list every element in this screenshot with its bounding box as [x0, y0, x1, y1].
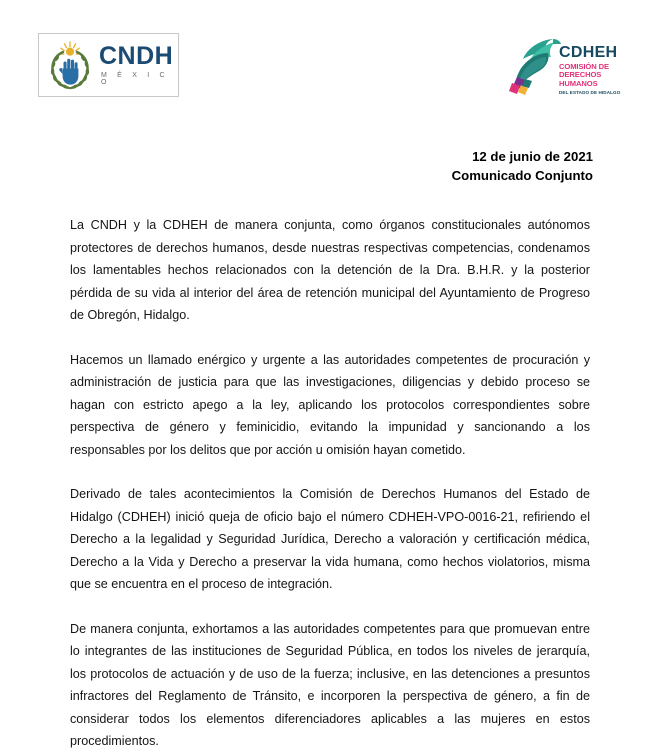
cdheh-title: CDHEH [559, 44, 618, 61]
body-paragraph: Derivado de tales acontecimientos la Comisión de Derechos Humanos del Estado de Hidalgo (CDHEH) inició queja de oficio bajo el número CDHEH-VPO-0016-21, refiriendo el Derecho a la legalidad y Seguridad Jurídica, Derecho a valoración y certificación médica, Derecho a la Vida y Derecho a preservar la vida humana, como hechos violatorios, misma que se encuentra en el proceso de integración. [70, 487, 590, 591]
body-paragraph: La CNDH y la CDHEH de manera conjunta, como órganos constitucionales autónomos protectores de derechos humanos, desde nuestras respectivas competencias, condenamos los lamentables hechos relacionados con la detención de la Dra. B.H.R. y la posterior pérdida de su vida al interior del área de retención municipal del Ayuntamiento de Progreso de Obregón, Hidalgo. [70, 218, 590, 322]
cdheh-logo [503, 33, 625, 95]
cndh-subtitle: M É X I C O [101, 72, 169, 86]
cdheh-desc-line-2: DERECHOS [559, 70, 602, 80]
document-kind: Comunicado Conjunto [451, 168, 593, 183]
cndh-logo [38, 33, 179, 97]
cdheh-desc-line-1: COMISIÓN DE [559, 62, 609, 71]
cndh-title: CNDH [99, 42, 174, 70]
document-body [70, 214, 590, 753]
cdheh-wordmark [559, 45, 625, 98]
cndh-emblem-icon [43, 38, 97, 92]
body-paragraph: De manera conjunta, exhortamos a las autoridades competentes para que promuevan entre lo integrantes de las instituciones de Seguridad Pública, en todos los niveles de jerarquía, los protocolos de actuación y de uso de la fuerza; inclusive, en las detenciones a presuntos infractores del Reglamento de Tránsito, e incorporen la perspectiva de género, a fin de considerar todos los elementos diferenciadores aplicables a las mujeres en estos procedimientos. [70, 621, 590, 748]
date-block [452, 147, 593, 185]
cndh-wordmark [99, 44, 178, 86]
cdheh-description [559, 63, 625, 98]
cdheh-bird-icon [503, 33, 565, 95]
document-header [0, 0, 655, 112]
cdheh-desc-line-3: HUMANOS [559, 78, 598, 88]
document-date: 12 de junio de 2021 [472, 149, 593, 164]
cdheh-desc-line-4: DEL ESTADO DE HIDALGO [559, 90, 621, 96]
body-paragraph: Hacemos un llamado enérgico y urgente a las autoridades competentes de procuración y administración de justicia para que las investigaciones, diligencias y debido proceso se hagan con estricto apego a la ley, aplicando los protocolos correspondientes sobre perspectiva de género y feminicidio, evitando la impunidad y sancionando a los responsables por los delitos que por acción u omisión hayan cometido. [70, 352, 590, 457]
